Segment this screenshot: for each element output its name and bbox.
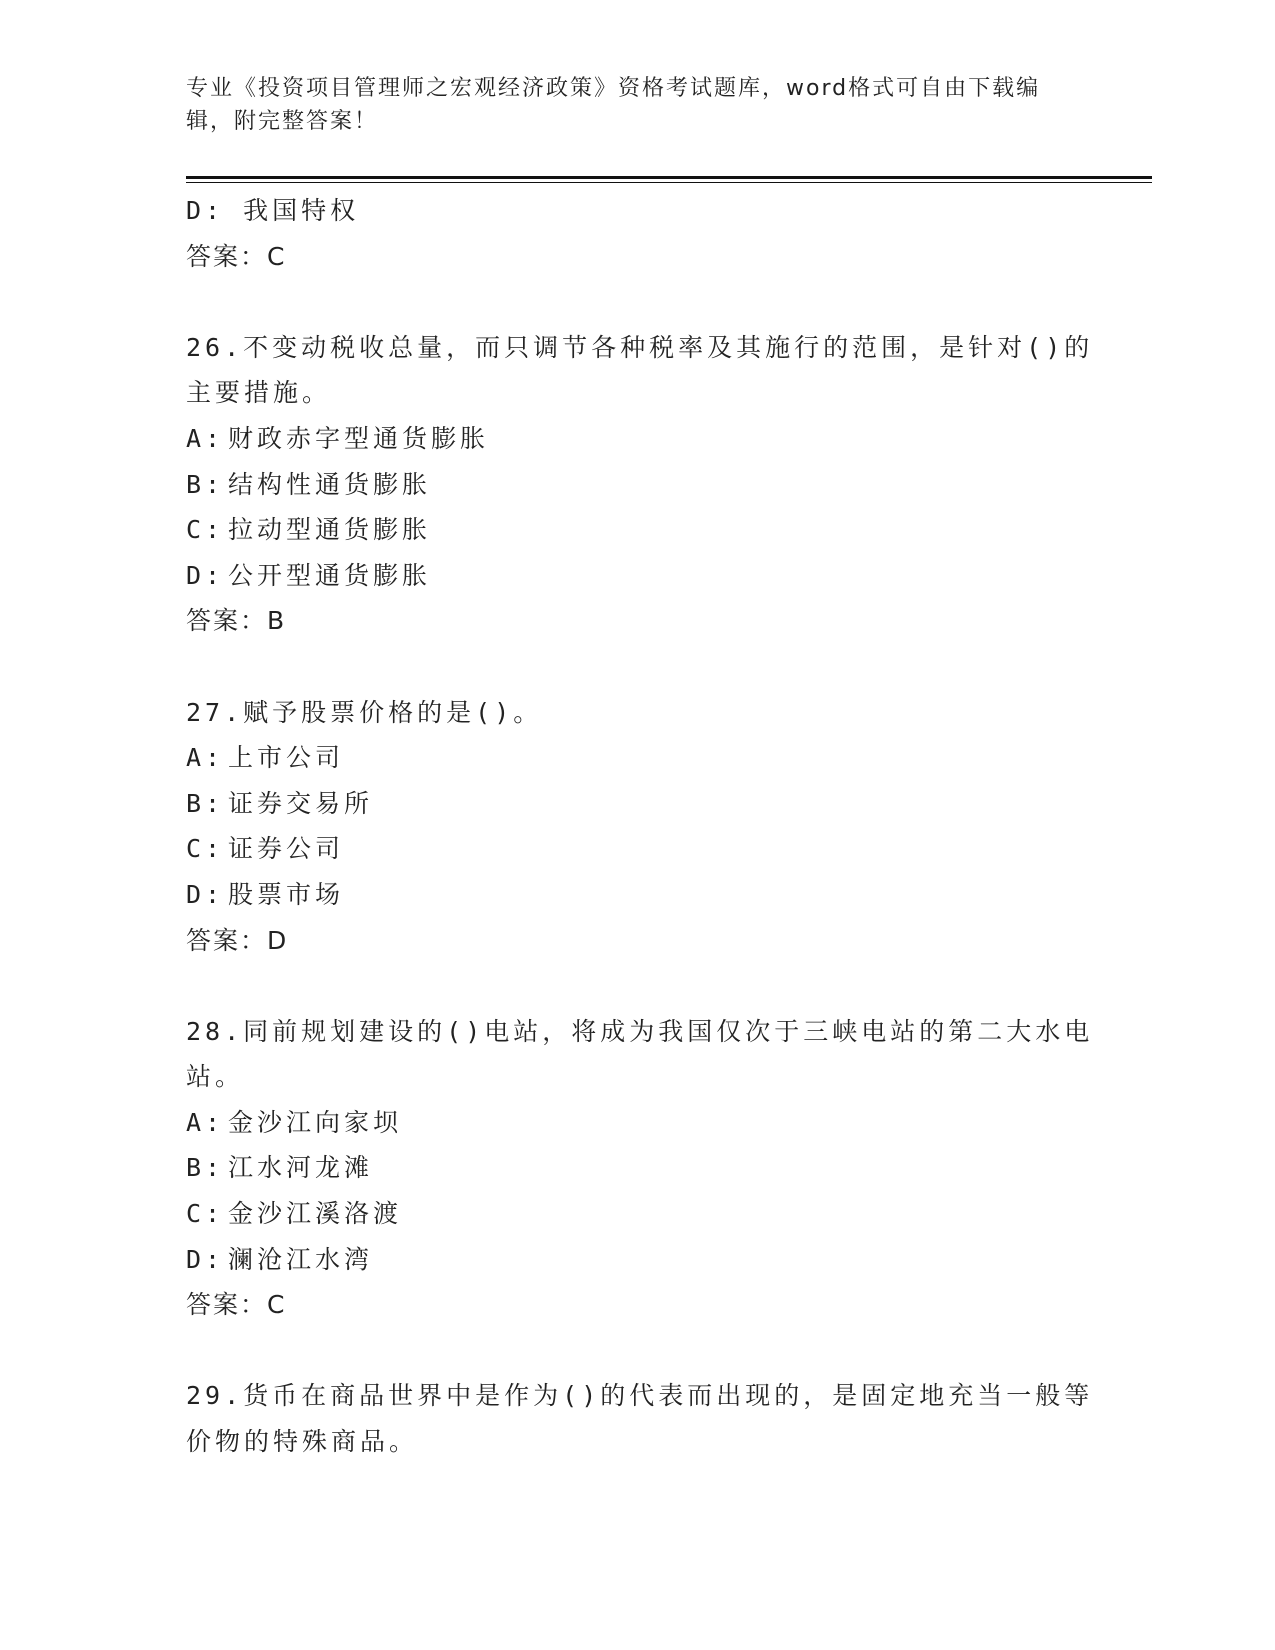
option-text: 金沙江溪洛渡 [228, 1199, 403, 1229]
option-letter: A: [186, 423, 225, 453]
question-stem-line: 价物的特殊商品。 [186, 1427, 419, 1457]
option-a [186, 735, 1152, 781]
option-text: 拉动型通货膨胀 [228, 515, 432, 545]
option-letter: B: [186, 788, 225, 818]
option-c [186, 1191, 1152, 1237]
option-letter: A: [186, 743, 225, 773]
question-list [186, 188, 1152, 1465]
question-28 [186, 1009, 1152, 1328]
option-b [186, 781, 1152, 827]
option-text: 江水河龙滩 [228, 1153, 374, 1183]
option-a [186, 416, 1152, 462]
question-stem-line: 27.赋予股票价格的是()。 [186, 697, 543, 727]
option-letter: C: [186, 834, 225, 864]
question-26 [186, 325, 1152, 644]
option-letter: D: [186, 560, 225, 590]
question-27 [186, 690, 1152, 964]
option-c [186, 826, 1152, 872]
prev-question-option-d: D: 我国特权 [186, 196, 360, 225]
document-header [186, 72, 1076, 138]
option-letter: C: [186, 515, 225, 545]
option-letter: C: [186, 1199, 225, 1229]
option-text: 证券交易所 [228, 788, 374, 818]
spacer [186, 1328, 1152, 1374]
option-text: 结构性通货膨胀 [228, 469, 432, 499]
option-text: 财政赤字型通货膨胀 [228, 423, 490, 453]
option-text: 证券公司 [228, 834, 345, 864]
option-text: 公开型通货膨胀 [228, 560, 432, 590]
option-c [186, 507, 1152, 553]
question-answer: 答案：B [186, 606, 287, 636]
question-stem-line: 28.同前规划建设的()电站，将成为我国仅次于三峡电站的第二大水电 [186, 1016, 1094, 1046]
option-a [186, 1100, 1152, 1146]
question-stem-line: 26.不变动税收总量，而只调节各种税率及其施行的范围，是针对()的 [186, 332, 1094, 362]
option-letter: D: [186, 879, 225, 909]
option-b [186, 1145, 1152, 1191]
spacer [186, 279, 1152, 325]
question-answer: 答案：D [186, 925, 289, 955]
option-letter: A: [186, 1107, 225, 1137]
question-stem-line: 站。 [186, 1062, 245, 1092]
question-stem-line: 主要措施。 [186, 378, 332, 408]
prev-question-answer: 答案：C [186, 241, 287, 271]
option-text: 澜沧江水湾 [228, 1244, 374, 1274]
option-d [186, 553, 1152, 599]
question-29 [186, 1373, 1152, 1464]
option-d [186, 872, 1152, 918]
question-stem-line: 29.货币在商品世界中是作为()的代表而出现的，是固定地充当一般等 [186, 1381, 1094, 1411]
option-letter: D: [186, 1244, 225, 1274]
option-text: 上市公司 [228, 743, 345, 773]
option-letter: B: [186, 469, 225, 499]
header-line-2: 辑，附完整答案！ [186, 109, 379, 134]
header-line-1: 专业《投资项目管理师之宏观经济政策》资格考试题库，word格式可自由下载编 [186, 76, 1041, 101]
header-divider-thick [186, 176, 1152, 179]
spacer [186, 644, 1152, 690]
question-answer: 答案：C [186, 1290, 287, 1320]
option-d [186, 1237, 1152, 1283]
option-text: 金沙江向家坝 [228, 1107, 403, 1137]
option-letter: B: [186, 1153, 225, 1183]
option-b [186, 462, 1152, 508]
spacer [186, 963, 1152, 1009]
header-divider-thin [186, 182, 1152, 183]
option-text: 股票市场 [228, 879, 345, 909]
